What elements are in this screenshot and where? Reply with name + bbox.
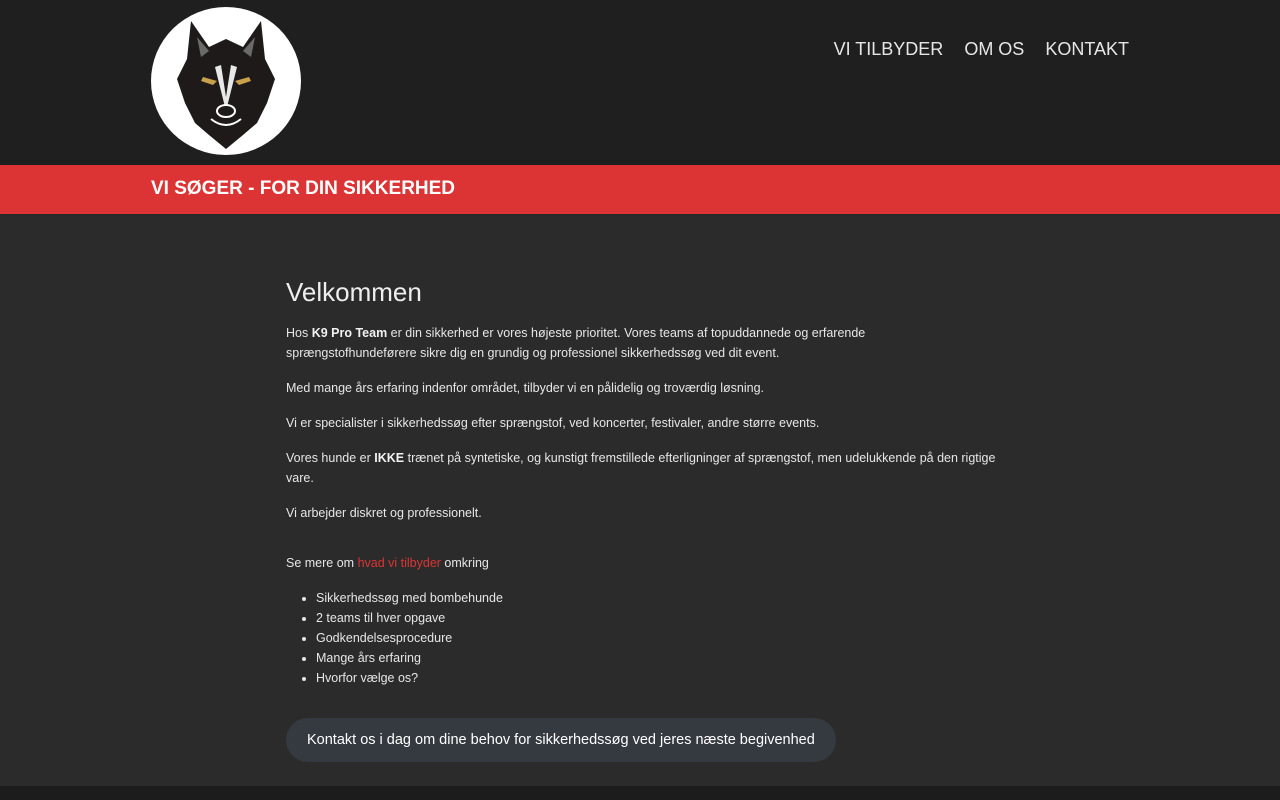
intro-text-post: er din sikkerhed er vores højeste prioritet. Vores teams af topuddannede og erfarende sprængstofhundeførere sikre dig en grundig og professionel sikkerhedssøg ved dit event. bbox=[286, 326, 866, 360]
list-item: • Hvorfor vælge os? bbox=[316, 668, 996, 688]
services-list bbox=[286, 588, 996, 688]
specialist-paragraph: Vi er specialister i sikkerhedssøg efter sprængstof, ved koncerter, festivaler, andre større events. bbox=[286, 416, 820, 430]
see-more-text-post: omkring bbox=[440, 556, 489, 570]
site-footer bbox=[0, 786, 1280, 800]
main-nav bbox=[834, 37, 1129, 61]
see-more-text-pre: Se mere om bbox=[286, 556, 358, 570]
discreet-paragraph: Vi arbejder diskret og professionelt. bbox=[286, 506, 482, 520]
intro-paragraph bbox=[286, 323, 996, 363]
wolf-head-logo[interactable] bbox=[151, 7, 301, 155]
page-title: Velkommen bbox=[286, 277, 422, 307]
training-paragraph bbox=[286, 448, 996, 488]
hero-banner bbox=[0, 165, 1280, 214]
main-content bbox=[286, 276, 996, 762]
nav-kontakt[interactable]: KONTAKT bbox=[1045, 39, 1129, 59]
list-item: • Sikkerhedssøg med bombehunde bbox=[316, 588, 996, 608]
experience-paragraph: Med mange års erfaring indenfor området, tilbyder vi en pålidelig og troværdig løsning. bbox=[286, 381, 765, 395]
training-text-pre: Vores hunde er bbox=[286, 451, 375, 465]
nav-om-os[interactable]: OM OS bbox=[964, 39, 1025, 59]
nav-vi-tilbyder[interactable]: VI TILBYDER bbox=[833, 39, 944, 59]
intro-text-pre: Hos bbox=[286, 326, 312, 340]
training-text-post: trænet på syntetiske, og kunstigt fremstillede efterligninger af sprængstof, men udelukkende på den rigtige vare. bbox=[286, 451, 996, 485]
list-item: • 2 teams til hver opgave bbox=[316, 608, 996, 628]
training-emphasis: IKKE bbox=[374, 451, 405, 465]
banner-title: VI SØGER - FOR DIN SIKKERHED bbox=[151, 178, 456, 199]
company-name: K9 Pro Team bbox=[311, 326, 388, 340]
list-item: • Mange års erfaring bbox=[316, 648, 996, 668]
services-link[interactable]: hvad vi tilbyder bbox=[357, 556, 441, 570]
see-more-paragraph bbox=[286, 553, 996, 573]
list-item: • Godkendelsesprocedure bbox=[316, 628, 996, 648]
contact-cta-button[interactable]: Kontakt os i dag om dine behov for sikkerhedssøg ved jeres næste begivenhed bbox=[286, 718, 836, 762]
site-header bbox=[0, 0, 1280, 165]
